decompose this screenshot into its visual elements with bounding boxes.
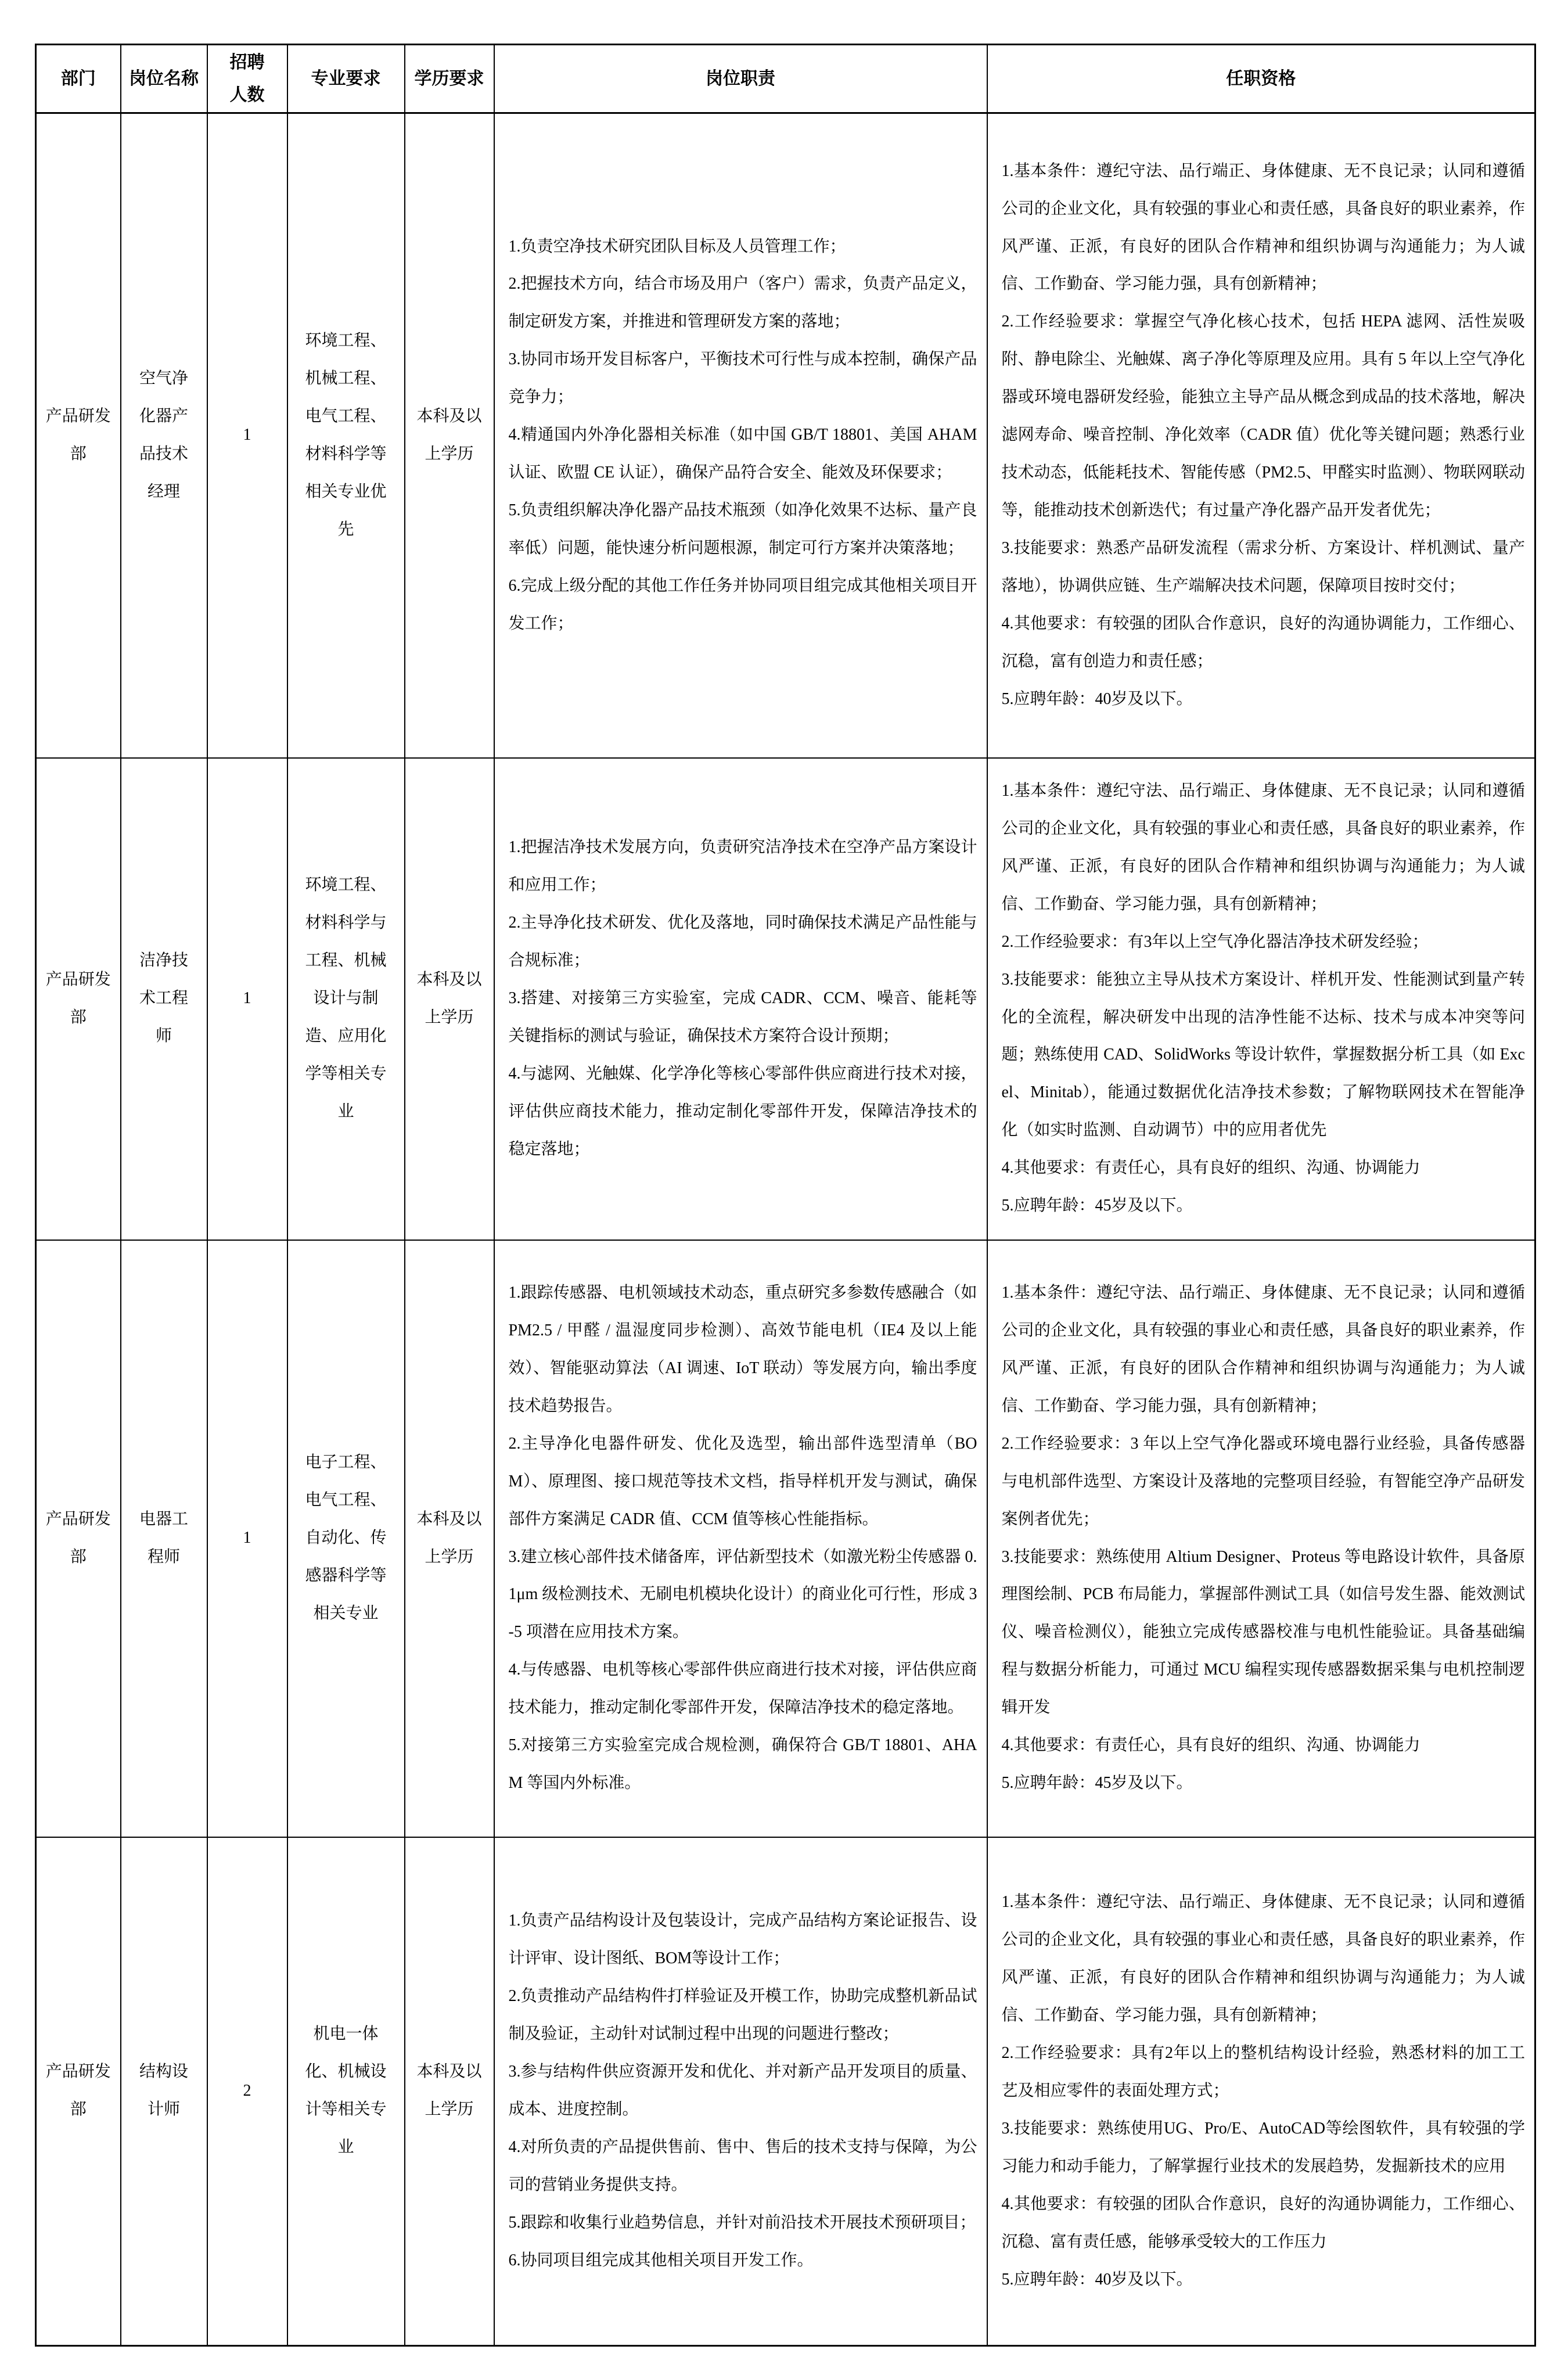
text-line: 4.与传感器、电机等核心零部件供应商进行技术对接，评估供应商技术能力，推动定制化零部件开发，保障洁净技术的稳定落地。	[508, 1661, 977, 1717]
text-line: 3.技能要求：熟练使用 Altium Designer、Proteus 等电路设计软件，具备原理图绘制、PCB 布局能力，掌握部件测试工具（如信号发生器、能效测试仪、噪音检测仪），能独立完成传感器校准与电机性能验证。具备基础编程与数据分析能力，可通过 MCU 编程实现传感器数据采集与电机控制逻辑开发	[1001, 1547, 1525, 1717]
table-body	[36, 113, 1535, 2346]
table-row	[36, 113, 1535, 758]
cell-qualifications	[987, 113, 1535, 758]
cell-job-duties	[494, 113, 987, 758]
text-line: 3.技能要求：能独立主导从技术方案设计、样机开发、性能测试到量产转化的全流程，解决研发中出现的洁净性能不达标、技术与成本冲突等问题；熟练使用 CAD、SolidWorks 等设计软件，掌握数据分析工具（如 Excel、Minitab），能通过数据优化洁净技术参数；了解物联网技术在智能净化（如实时监测、自动调节）中的应用者优先	[1001, 970, 1525, 1140]
header-qualifications: 任职资格	[987, 45, 1535, 113]
text-line: 4.对所负责的产品提供售前、售中、售后的技术支持与保障，为公司的营销业务提供支持。	[508, 2138, 977, 2194]
text-line: 3.建立核心部件技术储备库，评估新型技术（如激光粉尘传感器 0.1μm 级检测技术、无刷电机模块化设计）的商业化可行性，形成 3-5 项潜在应用技术方案。	[508, 1547, 977, 1641]
text-line: 1.基本条件：遵纪守法、品行端正、身体健康、无不良记录；认同和遵循公司的企业文化，具有较强的事业心和责任感，具备良好的职业素养，作风严谨、正派，有良好的团队合作精神和组织协调与沟通能力；为人诚信、工作勤奋、学习能力强，具有创新精神；	[1001, 781, 1525, 913]
cell-position: 电器工程师	[121, 1240, 207, 1837]
cell-qualifications	[987, 758, 1535, 1240]
text-line: 2.把握技术方向，结合市场及用户（客户）需求，负责产品定义，制定研发方案，并推进和管理研发方案的落地；	[508, 275, 977, 331]
text-line: 1.基本条件：遵纪守法、品行端正、身体健康、无不良记录；认同和遵循公司的企业文化，具有较强的事业心和责任感，具备良好的职业素养，作风严谨、正派，有良好的团队合作精神和组织协调与沟通能力；为人诚信、工作勤奋、学习能力强，具有创新精神；	[1001, 1893, 1525, 2024]
text-line: 2.主导净化电器件研发、优化及选型，输出部件选型清单（BOM）、原理图、接口规范等技术文档，指导样机开发与测试，确保部件方案满足 CADR 值、CCM 值等核心性能指标。	[508, 1434, 977, 1528]
header-headcount: 招聘人数	[207, 45, 287, 113]
text-line: 5.负责组织解决净化器产品技术瓶颈（如净化效果不达标、量产良率低）问题，能快速分析问题根源，制定可行方案并决策落地；	[508, 501, 977, 558]
cell-education: 本科及以上学历	[405, 1837, 494, 2346]
text-line: 5.应聘年龄：40岁及以下。	[1001, 2270, 1193, 2289]
header-department: 部门	[36, 45, 121, 113]
cell-job-duties	[494, 1240, 987, 1837]
recruitment-table	[35, 44, 1536, 2347]
text-line: 4.其他要求：有责任心，具有良好的组织、沟通、协调能力	[1001, 1736, 1420, 1755]
header-row	[36, 45, 1535, 113]
text-line: 3.参与结构件供应资源开发和优化、并对新产品开发项目的质量、成本、进度控制。	[508, 2063, 977, 2119]
text-line: 1.负责空净技术研究团队目标及人员管理工作；	[508, 237, 846, 256]
cell-major-requirements: 电子工程、电气工程、自动化、传感器科学等相关专业	[287, 1240, 405, 1837]
text-line: 2.工作经验要求：有3年以上空气净化器洁净技术研发经验；	[1001, 932, 1429, 951]
cell-headcount: 1	[207, 113, 287, 758]
text-line: 4.其他要求：有较强的团队合作意识，良好的沟通协调能力，工作细心、沉稳、富有责任感，能够承受较大的工作压力	[1001, 2194, 1525, 2251]
cell-major-requirements: 环境工程、机械工程、电气工程、材料科学等相关专业优先	[287, 113, 405, 758]
text-line: 5.应聘年龄：45岁及以下。	[1001, 1197, 1193, 1215]
header-major-requirements: 专业要求	[287, 45, 405, 113]
cell-department: 产品研发部	[36, 113, 121, 758]
text-line: 3.搭建、对接第三方实验室，完成 CADR、CCM、噪音、能耗等关键指标的测试与验证，确保技术方案符合设计预期；	[508, 989, 977, 1045]
text-line: 4.与滤网、光触媒、化学净化等核心零部件供应商进行技术对接，评估供应商技术能力，推动定制化零部件开发，保障洁净技术的稳定落地；	[508, 1064, 977, 1158]
text-line: 5.对接第三方实验室完成合规检测，确保符合 GB/T 18801、AHAM 等国内外标准。	[508, 1736, 977, 1792]
text-line: 5.应聘年龄：40岁及以下。	[1001, 689, 1193, 708]
cell-education: 本科及以上学历	[405, 113, 494, 758]
text-line: 4.其他要求：有责任心，具有良好的组织、沟通、协调能力	[1001, 1159, 1420, 1177]
cell-headcount: 2	[207, 1837, 287, 2346]
table-row	[36, 758, 1535, 1240]
text-line: 3.技能要求：熟悉产品研发流程（需求分析、方案设计、样机测试、量产落地），协调供应链、生产端解决技术问题，保障项目按时交付；	[1001, 539, 1525, 595]
cell-job-duties	[494, 1837, 987, 2346]
text-line: 1.负责产品结构设计及包装设计，完成产品结构方案论证报告、设计评审、设计图纸、BOM等设计工作；	[508, 1912, 977, 1968]
text-line: 1.把握洁净技术发展方向，负责研究洁净技术在空净产品方案设计和应用工作；	[508, 838, 977, 894]
cell-department: 产品研发部	[36, 1837, 121, 2346]
cell-job-duties	[494, 758, 987, 1240]
text-line: 3.技能要求：熟练使用UG、Pro/E、AutoCAD等绘图软件，具有较强的学习能力和动手能力，了解掌握行业技术的发展趋势，发掘新技术的应用	[1001, 2119, 1525, 2175]
cell-headcount: 1	[207, 1240, 287, 1837]
cell-education: 本科及以上学历	[405, 758, 494, 1240]
header-job-duties: 岗位职责	[494, 45, 987, 113]
text-line: 4.精通国内外净化器相关标准（如中国 GB/T 18801、美国 AHAM 认证、欧盟 CE 认证），确保产品符合安全、能效及环保要求；	[508, 426, 977, 482]
header-education-requirements: 学历要求	[405, 45, 494, 113]
cell-position: 洁净技术工程师	[121, 758, 207, 1240]
cell-education: 本科及以上学历	[405, 1240, 494, 1837]
text-line: 6.完成上级分配的其他工作任务并协同项目组完成其他相关项目开发工作；	[508, 577, 977, 633]
text-line: 2.主导净化技术研发、优化及落地，同时确保技术满足产品性能与合规标准；	[508, 914, 977, 970]
text-line: 2.工作经验要求：3 年以上空气净化器或环境电器行业经验，具备传感器与电机部件选型、方案设计及落地的完整项目经验，有智能空净产品研发案例者优先；	[1001, 1434, 1525, 1528]
cell-department: 产品研发部	[36, 1240, 121, 1837]
text-line: 5.跟踪和收集行业趋势信息，并针对前沿技术开展技术预研项目；	[508, 2214, 976, 2232]
cell-position: 结构设计师	[121, 1837, 207, 2346]
text-line: 5.应聘年龄：45岁及以下。	[1001, 1774, 1193, 1792]
table-row	[36, 1837, 1535, 2346]
cell-headcount: 1	[207, 758, 287, 1240]
text-line: 1.基本条件：遵纪守法、品行端正、身体健康、无不良记录；认同和遵循公司的企业文化，具有较强的事业心和责任感，具备良好的职业素养，作风严谨、正派，有良好的团队合作精神和组织协调与沟通能力；为人诚信、工作勤奋、学习能力强，具有创新精神；	[1001, 161, 1525, 293]
table-row	[36, 1240, 1535, 1837]
text-line: 2.负责推动产品结构件打样验证及开模工作，协助完成整机新品试制及验证，主动针对试制过程中出现的问题进行整改；	[508, 1987, 977, 2043]
cell-department: 产品研发部	[36, 758, 121, 1240]
text-line: 1.基本条件：遵纪守法、品行端正、身体健康、无不良记录；认同和遵循公司的企业文化，具有较强的事业心和责任感，具备良好的职业素养，作风严谨、正派，有良好的团队合作精神和组织协调与沟通能力；为人诚信、工作勤奋、学习能力强，具有创新精神；	[1001, 1283, 1525, 1415]
text-line: 6.协同项目组完成其他相关项目开发工作。	[508, 2251, 814, 2270]
cell-major-requirements: 机电一体化、机械设计等相关专业	[287, 1837, 405, 2346]
cell-qualifications	[987, 1240, 1535, 1837]
text-line: 3.协同市场开发目标客户，平衡技术可行性与成本控制，确保产品竞争力；	[508, 350, 977, 407]
text-line: 2.工作经验要求：掌握空气净化核心技术，包括 HEPA 滤网、活性炭吸附、静电除尘、光触媒、离子净化等原理及应用。具有 5 年以上空气净化器或环境电器研发经验，能独立主导产品从概念到成品的技术落地，解决滤网寿命、噪音控制、净化效率（CADR 值）优化等关键问题；熟悉行业技术动态，低能耗技术、智能传感（PM2.5、甲醛实时监测）、物联网联动等，能推动技术创新迭代；有过量产净化器产品开发者优先；	[1001, 312, 1525, 520]
text-line: 1.跟踪传感器、电机领域技术动态，重点研究多参数传感融合（如 PM2.5 / 甲醛 / 温湿度同步检测）、高效节能电机（IE4 及以上能效）、智能驱动算法（AI 调速、IoT 联动）等发展方向，输出季度技术趋势报告。	[508, 1283, 977, 1415]
cell-qualifications	[987, 1837, 1535, 2346]
cell-position: 空气净化器产品技术经理	[121, 113, 207, 758]
cell-major-requirements: 环境工程、材料科学与工程、机械设计与制造、应用化学等相关专业	[287, 758, 405, 1240]
text-line: 2.工作经验要求：具有2年以上的整机结构设计经验，熟悉材料的加工工艺及相应零件的表面处理方式；	[1001, 2043, 1525, 2100]
text-line: 4.其他要求：有较强的团队合作意识，良好的沟通协调能力，工作细心、沉稳，富有创造力和责任感；	[1001, 615, 1525, 670]
header-position: 岗位名称	[121, 45, 207, 113]
